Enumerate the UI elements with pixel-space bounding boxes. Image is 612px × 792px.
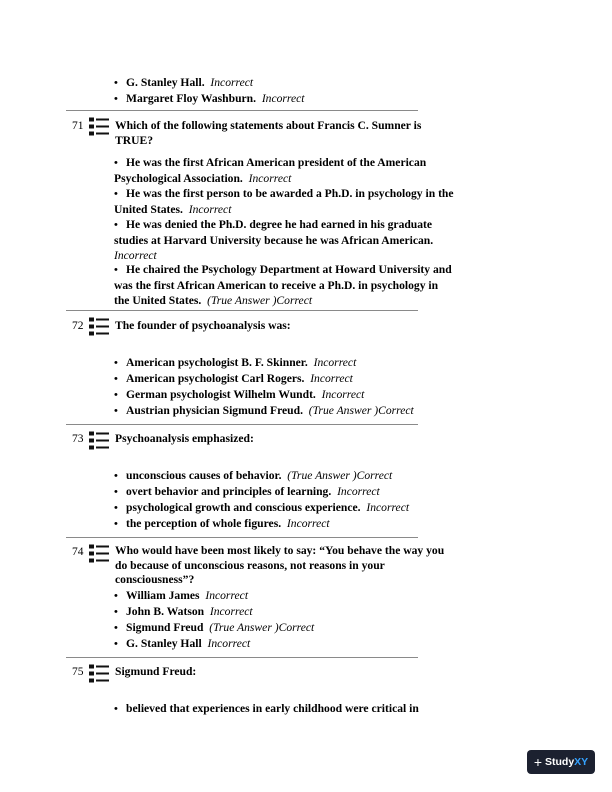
question-text: The founder of psychoanalysis was: [115,319,291,332]
list-icon [88,116,110,138]
answer-option: • unconscious causes of behavior. (True Answer )Correct [114,469,393,482]
question-text: Who would have been most likely to say: “You behave the way you do because of unconscious reasons, not reasons in your consciousness”? [115,544,445,587]
answer-option: • American psychologist Carl Rogers. Incorrect [114,372,353,385]
answer-option: • Margaret Floy Washburn. Incorrect [114,92,305,105]
question-text: Sigmund Freud: [115,665,197,678]
answer-option: • He was the first person to be awarded a Ph.D. in psychology in the United States. Incorrect [114,187,454,216]
answer-option: • William James Incorrect [114,589,249,602]
answer-option: • the perception of whole figures. Incorrect [114,517,330,530]
question-divider [66,310,418,311]
list-icon [88,316,110,338]
question-number: 72 [72,320,84,332]
answer-option: • G. Stanley Hall Incorrect [114,637,251,650]
question-divider [66,424,418,425]
answer-option: • Sigmund Freud (True Answer )Correct [114,621,315,634]
brand-name: StudyXY [545,756,589,768]
answer-option: • German psychologist Wilhelm Wundt. Incorrect [114,388,365,401]
answer-option: • He was the first African American president of the American Psychological Association. Incorrect [114,156,427,185]
question-number: 73 [72,433,84,445]
answer-option: • Austrian physician Sigmund Freud. (True Answer )Correct [114,404,414,417]
question-number: 71 [72,120,84,132]
answer-option: • He chaired the Psychology Department at Howard University and was the first African American to receive a Ph.D. in psychology in the United States. (True Answer )Correct [114,263,452,307]
answer-option: • believed that experiences in early childhood were critical in [114,702,419,715]
question-divider [66,110,418,111]
answer-option: • G. Stanley Hall. Incorrect [114,76,254,89]
plus-icon: + [533,754,542,770]
answer-option: • psychological growth and conscious experience. Incorrect [114,501,410,514]
question-divider [66,657,418,658]
answer-option: • He was denied the Ph.D. degree he had earned in his graduate studies at Harvard University because he was African American. Incorrect [114,218,434,262]
answer-option: • American psychologist B. F. Skinner. Incorrect [114,356,357,369]
list-icon [88,663,110,685]
list-icon [88,430,110,452]
question-number: 75 [72,666,84,678]
studyxy-logo[interactable] [527,750,595,774]
answer-option: • overt behavior and principles of learning. Incorrect [114,485,380,498]
question-divider [66,537,418,538]
question-text: Psychoanalysis emphasized: [115,432,254,445]
question-number: 74 [72,546,84,558]
list-icon [88,543,110,565]
question-text: Which of the following statements about Francis C. Sumner is TRUE? [115,119,422,147]
answer-option: • John B. Watson Incorrect [114,605,253,618]
